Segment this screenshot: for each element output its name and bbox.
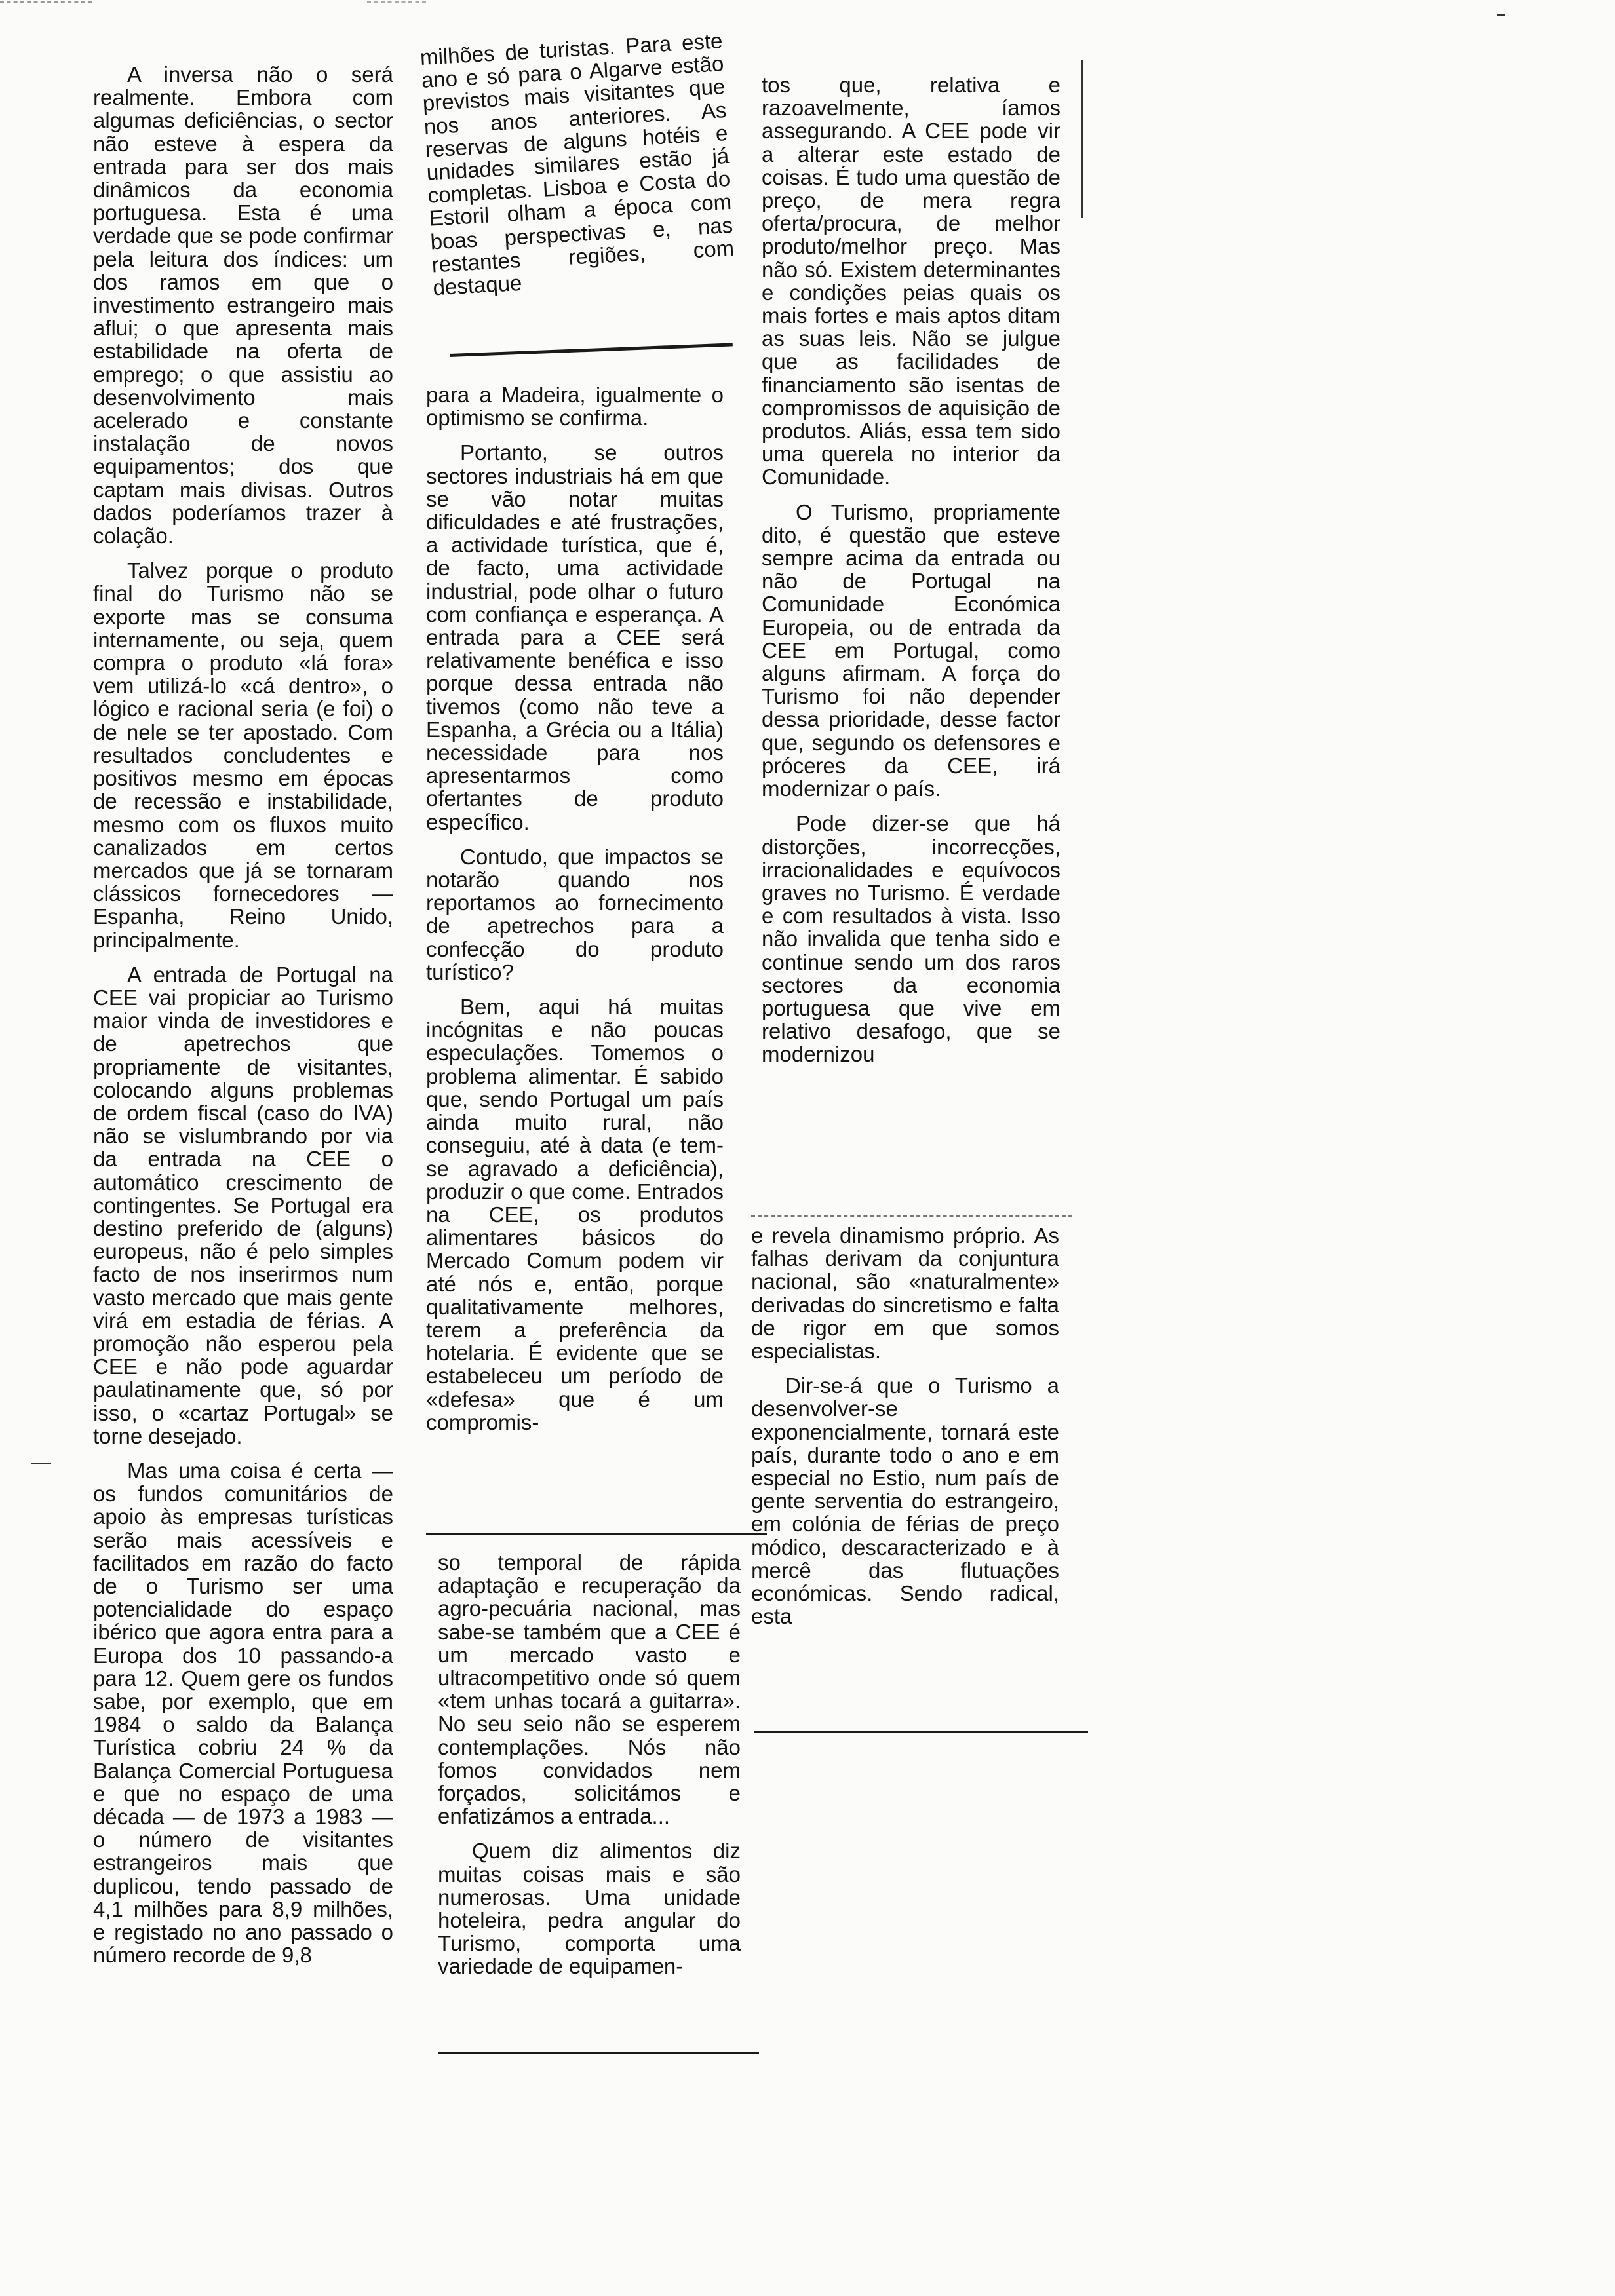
article-paragraph: milhões de turistas. Para este ano e só para o Algarve estão previstos mais visitantes que nos anos anteriores. As reservas de alguns hotéis e unidades similares estão já completas. Lisboa e Costa do Estoril olham a época com boas perspectivas e, nas restantes regiões, com destaque bbox=[419, 28, 735, 300]
scan-mark bbox=[1497, 14, 1505, 16]
article-paragraph: e revela dinamismo próprio. As falhas derivam da conjuntura nacional, são «naturalmente» derivadas do sincretismo e falta de rigor em que somos especialistas. bbox=[751, 1223, 1059, 1364]
column-3-end-rule bbox=[754, 1731, 1088, 1733]
article-column-2-bottom bbox=[438, 1551, 741, 1978]
article-paragraph: Portanto, se outros sectores industriais há em que se vão notar muitas dificuldades e até frustrações, a actividade turística, que é, de facto, uma actividade industrial, pode olhar o futuro com confiança e esperança. A entrada para a CEE será relativamente benéfica e isso porque dessa entrada não tivemos (como não teve a Espanha, a Grécia ou a Itália) necessidade para nos apresentarmos como ofertantes de produto específico. bbox=[426, 440, 724, 834]
article-paragraph: Dir-se-á que o Turismo a desenvolver-se exponencialmente, tornará este país, durante todo o ano e em especial no Estio, num país de gente serventia do estrangeiro, em colónia de férias de preço módico, descaracterizado e à mercê das flutuações económicas. Sendo radical, esta bbox=[751, 1373, 1059, 1629]
article-column-3-top bbox=[762, 73, 1060, 1066]
article-paragraph: Contudo, que impactos se notarão quando nos reportamos ao fornecimento de apetrechos para a confecção do produto turístico? bbox=[426, 844, 724, 984]
column-2-end-rule bbox=[438, 2052, 759, 2054]
article-paragraph: Mas uma coisa é certa — os fundos comunitários de apoio às empresas turísticas serão mais acessíveis e facilitados em razão do facto de o Turismo ser uma potencialidade do espaço ibérico que agora entra para a Europa dos 10 passando-a para 12. Quem gere os fundos sabe, por exemplo, que em 1984 o saldo da Balança Turística cobriu 24 % da Balança Comercial Portuguesa e que no espaço de uma década — de 1973 a 1983 — o número de visitantes estrangeiros mais que duplicou, tendo passado de 4,1 milhões para 8,9 milhões, e registado no ano passado o número recorde de 9,8 bbox=[93, 1458, 393, 1968]
article-paragraph: tos que, relativa e razoavelmente, íamos assegurando. A CEE pode vir a alterar este estado de coisas. É tudo uma questão de preço, de mera regra oferta/procura, de melhor produto/melhor preço. Mas não só. Existem determinantes e condições peias quais os mais fortes e mais aptos ditam as suas leis. Não se julgue que as facilidades de financiamento são isentas de compromissos de aquisição de produtos. Aliás, essa tem sido uma querela no interior da Comunidade. bbox=[762, 73, 1060, 489]
article-paragraph: so temporal de rápida adaptação e recuperação da agro-pecuária nacional, mas sabe-se também que a CEE é um mercado vasto e ultracompetitivo onde só quem «tem unhas tocará a guitarra». No seu seio não se esperem contemplações. Nós não fomos convidados nem forçados, solicitámos e enfatizámos a entrada... bbox=[438, 1550, 741, 1829]
article-paragraph: Quem diz alimentos diz muitas coisas mais e são numerosas. Uma unidade hoteleira, pedra angular do Turismo, comporta uma variedade de equipamen- bbox=[438, 1839, 741, 1979]
article-paragraph: O Turismo, propriamente dito, é questão que esteve sempre acima da entrada ou não de Portugal na Comunidade Económica Europeia, ou de entrada da CEE em Portugal, como alguns afirmam. A força do Turismo foi não depender dessa prioridade, desse factor que, segundo os defensores e próceres da CEE, irá modernizar o país. bbox=[762, 499, 1060, 801]
article-paragraph: Pode dizer-se que há distorções, incorrecções, irracionalidades e equívocos graves no Turismo. É verdade e com resultados à vista. Isso não invalida que tenha sido e continue sendo um dos raros sectores da economia portuguesa que vive em relativo desafogo, que se modernizou bbox=[762, 811, 1060, 1067]
article-paragraph: A inversa não o será realmente. Embora com algumas deficiências, o sector não esteve à espera da entrada para ser dos mais dinâmicos da economia portuguesa. Esta é uma verdade que se pode confirmar pela leitura dos índices: um dos ramos em que o investimento estrangeiro mais aflui; o que apresenta mais estabilidade na oferta de emprego; o que assistiu ao desenvolvimento mais acelerado e constante instalação de novos equipamentos; dos que captam mais divisas. Outros dados poderíamos trazer à colação. bbox=[93, 62, 393, 548]
column-3-side-bar bbox=[1081, 60, 1083, 218]
column-2-top-rule bbox=[450, 343, 733, 357]
scan-mark-left bbox=[31, 1463, 51, 1464]
article-column-1 bbox=[93, 63, 393, 1966]
article-paragraph: Bem, aqui há muitas incógnitas e não poucas especulações. Tomemos o problema alimentar. É sabido que, sendo Portugal um país ainda muito rural, não conseguiu, até à data (e tem-se agravado a deficiência), produzir o que come. Entrados na CEE, os produtos alimentares básicos do Mercado Comum podem vir até nós e, então, porque qualitativamente melhores, terem a preferência da hotelaria. É evidente que se estabeleceu um período de «defesa» que é um compromis- bbox=[426, 995, 724, 1434]
column-2-mid-rule bbox=[426, 1533, 767, 1535]
column-3-mid-rule bbox=[751, 1215, 1072, 1217]
article-paragraph: Talvez porque o produto final do Turismo não se exporte mas se consuma internamente, ou seja, quem compra o produto «lá fora» vem utilizá-lo «cá dentro», o lógico e racional seria (e foi) o de nele se ter apostado. Com resultados concludentes e positivos mesmo em épocas de recessão e instabilidade, mesmo com os fluxos muito canalizados em certos mercados que já se tornaram clássicos fornecedores — Espanha, Reino Unido, principalmente. bbox=[93, 558, 393, 952]
top-scan-edge bbox=[0, 1, 92, 3]
article-column-3-bottom bbox=[751, 1224, 1059, 1628]
article-column-2-middle bbox=[426, 383, 724, 1434]
article-paragraph: A entrada de Portugal na CEE vai propiciar ao Turismo maior vinda de investidores e de apetrechos que propriamente de visitantes, colocando alguns problemas de ordem fiscal (caso do IVA) não se vislumbrando por via da entrada na CEE o automático crescimento de contingentes. Se Portugal era destino preferido de (alguns) europeus, não é pelo simples facto de nos inserirmos num vasto mercado que mais gente virá em estadia de férias. A promoção não esperou pela CEE e não pode aguardar paulatinamente que, só por isso, o «cartaz Portugal» se torne desejado. bbox=[93, 962, 393, 1448]
article-paragraph: para a Madeira, igualmente o optimismo se confirma. bbox=[426, 383, 724, 430]
article-column-2-top bbox=[419, 29, 736, 299]
top-scan-edge-2 bbox=[367, 1, 426, 3]
